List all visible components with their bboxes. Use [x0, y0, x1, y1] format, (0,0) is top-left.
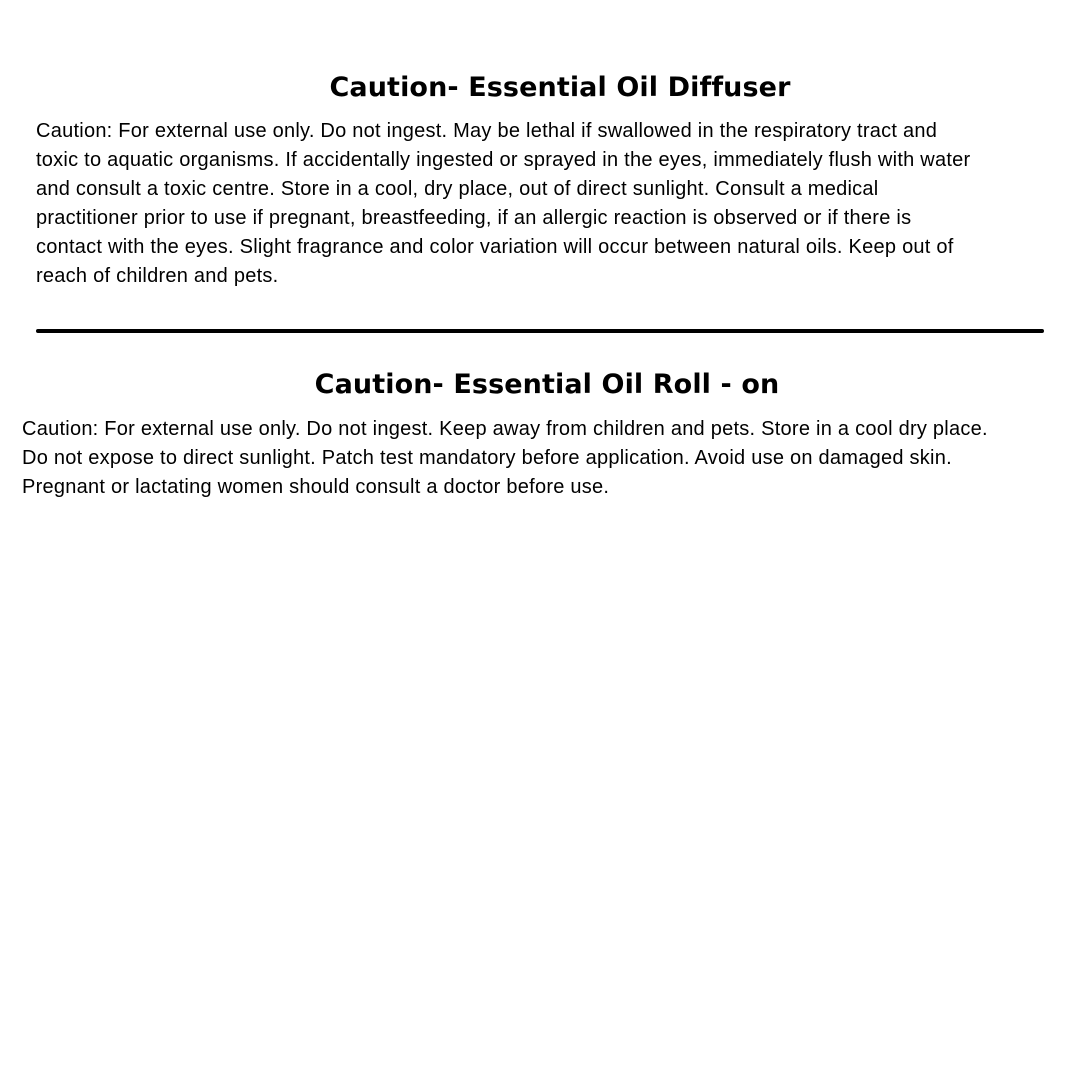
- roll-on-caution-line: Do not expose to direct sunlight. Patch test mandatory before application. Avoid use on damaged skin.: [22, 447, 952, 469]
- roll-on-caution-text: [22, 415, 1072, 502]
- diffuser-caution-line: Caution: For external use only. Do not ingest. May be lethal if swallowed in the respiratory tract and: [36, 120, 938, 142]
- roll-on-caution-line: Caution: For external use only. Do not ingest. Keep away from children and pets. Store in a cool dry place.: [22, 418, 988, 440]
- diffuser-caution-text: [36, 117, 1066, 291]
- section-divider: [36, 329, 1044, 333]
- diffuser-caution-title: Caution- Essential Oil Diffuser: [329, 72, 791, 103]
- diffuser-caution-line: toxic to aquatic organisms. If accidentally ingested or sprayed in the eyes, immediately flush with water: [36, 149, 971, 171]
- roll-on-caution-line: Pregnant or lactating women should consult a doctor before use.: [22, 476, 610, 498]
- diffuser-caution-line: practitioner prior to use if pregnant, breastfeeding, if an allergic reaction is observed or if there is: [36, 207, 912, 229]
- diffuser-caution-line: contact with the eyes. Slight fragrance and color variation will occur between natural oils. Keep out of: [36, 236, 954, 258]
- roll-on-caution-title: Caution- Essential Oil Roll - on: [314, 369, 780, 400]
- diffuser-caution-line: reach of children and pets.: [36, 265, 279, 287]
- diffuser-caution-line: and consult a toxic centre. Store in a cool, dry place, out of direct sunlight. Consult a medical: [36, 178, 879, 200]
